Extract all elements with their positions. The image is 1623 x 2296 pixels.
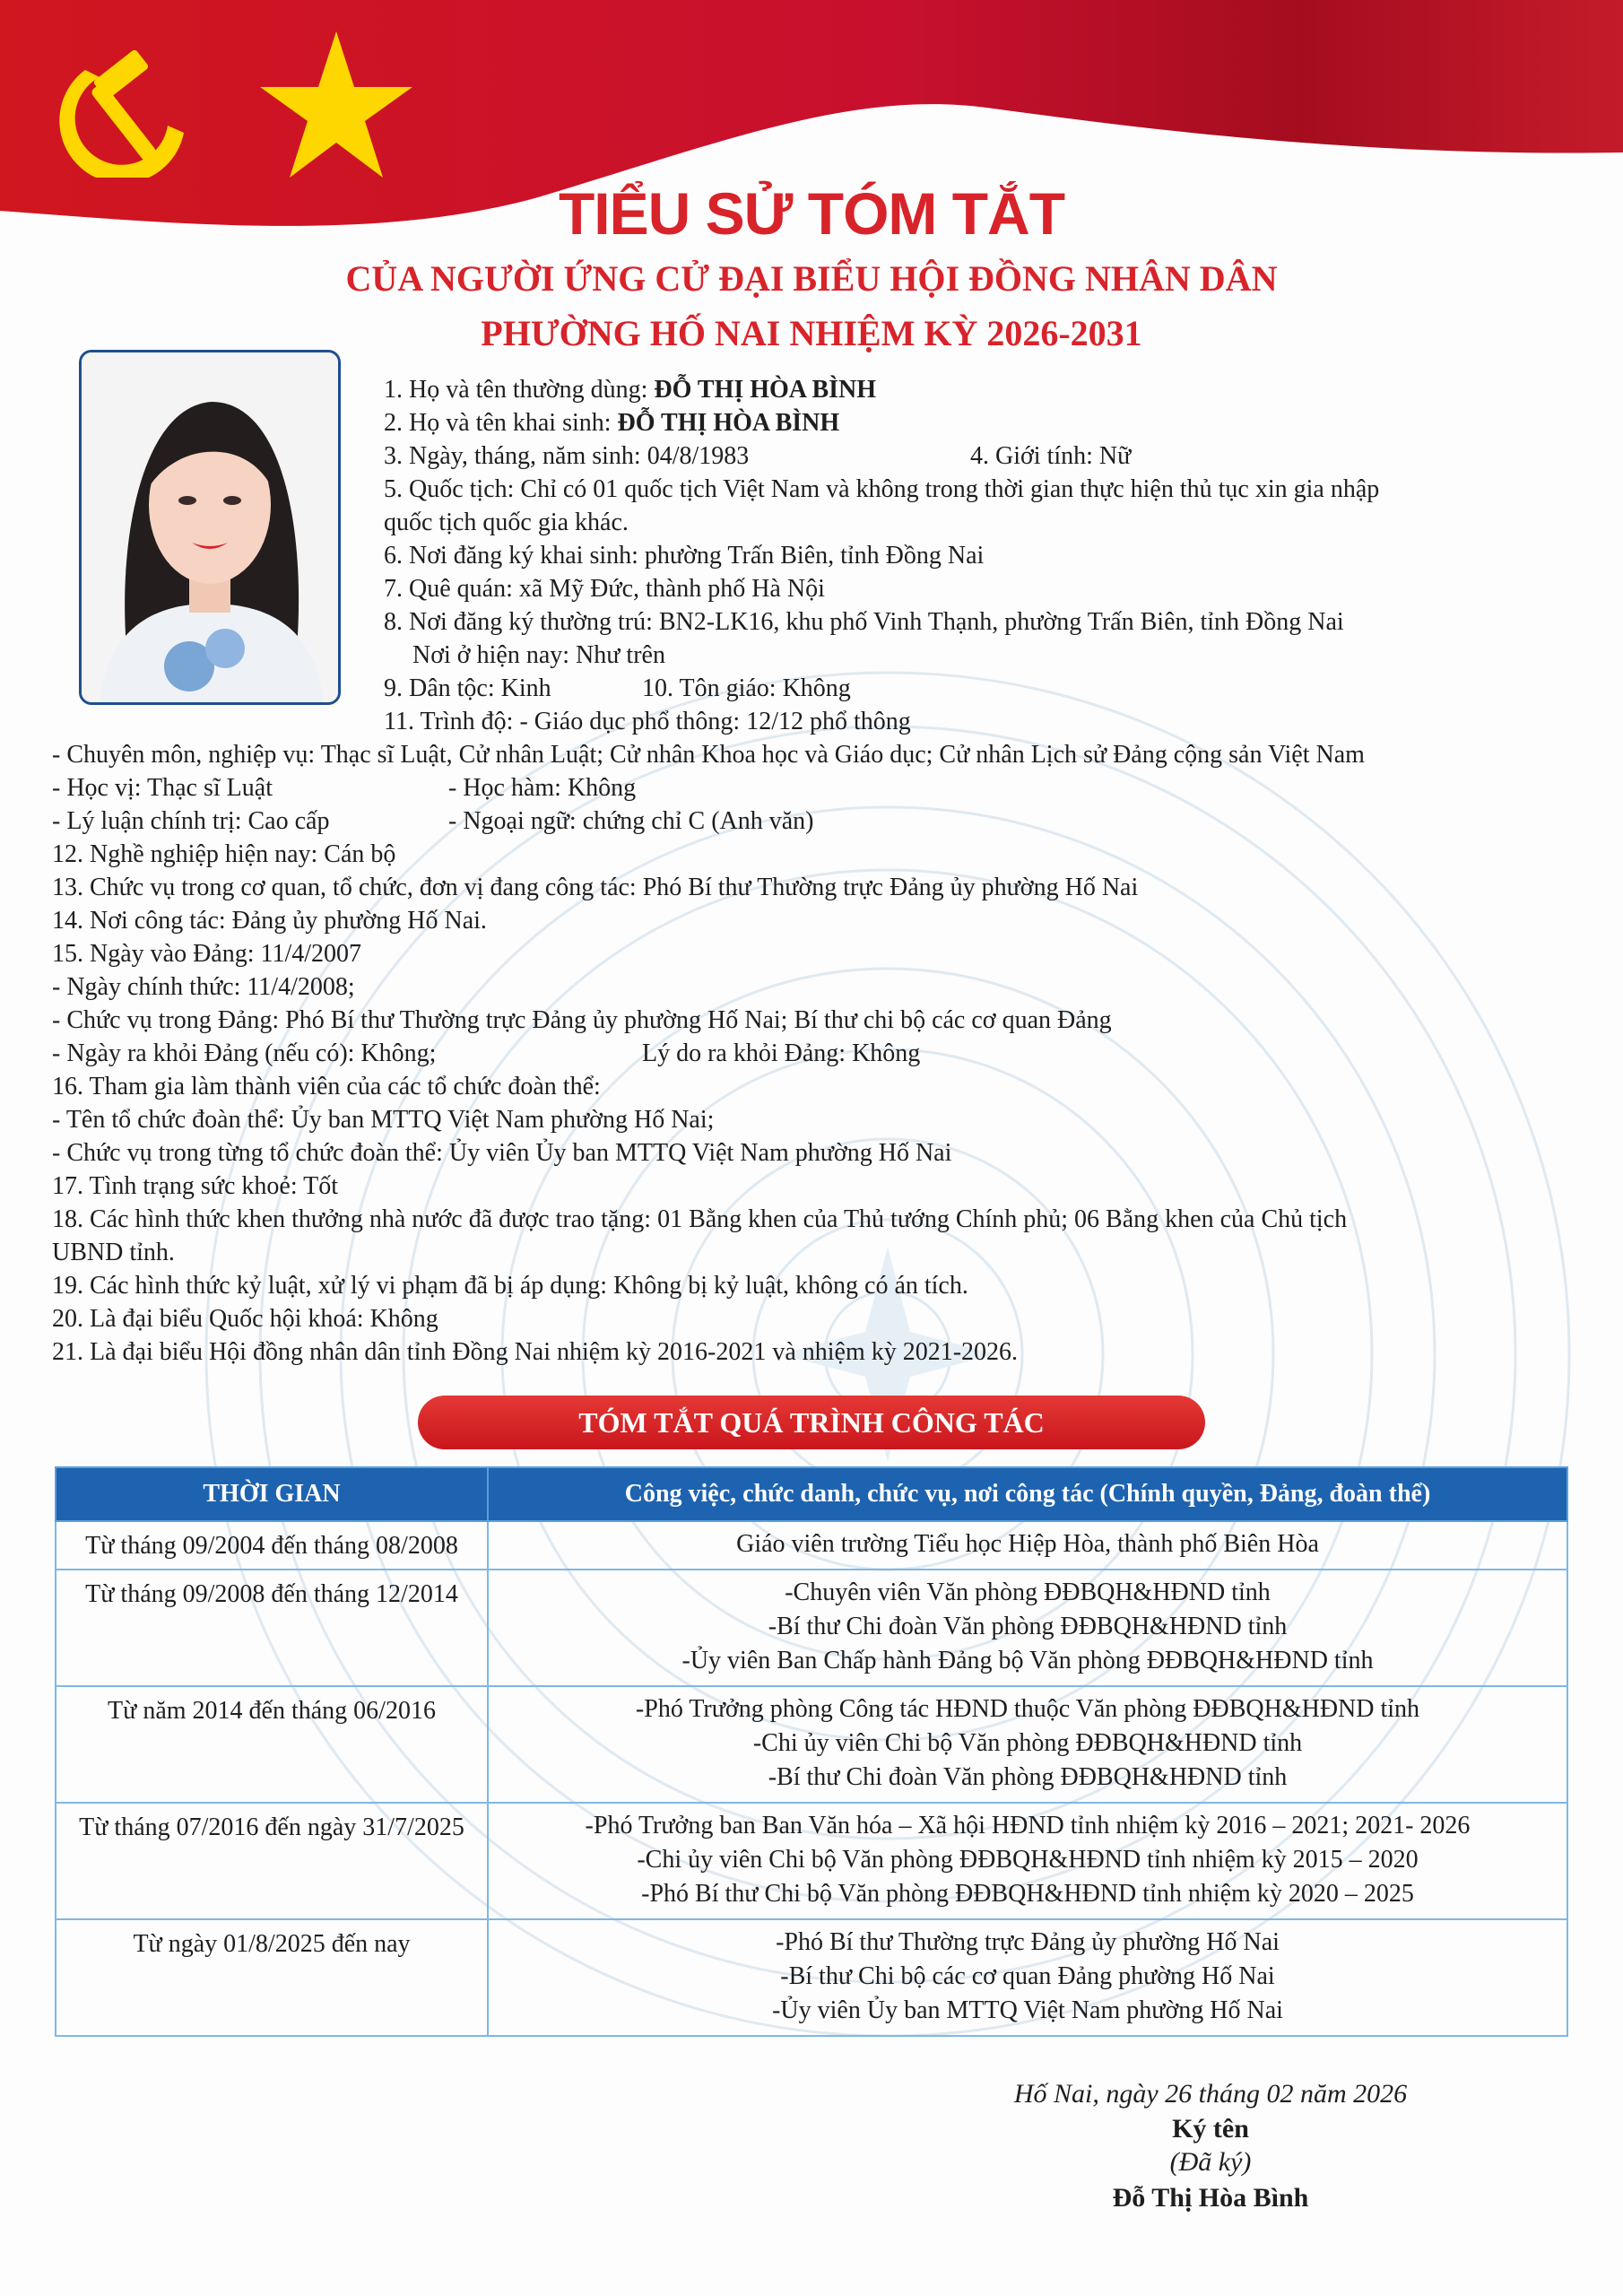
bio-line-8b: Nơi ở hiện nay: Như trên (412, 641, 665, 669)
bio-line-13: 13. Chức vụ trong cơ quan, tổ chức, đơn vị đang công tác: Phó Bí thư Thường trực Đảng ủy phường Hố Nai (52, 874, 1139, 901)
bio-line-11d: - Lý luận chính trị: Cao cấp (52, 807, 330, 835)
work-line: -Ủy viên Ủy ban MTTQ Việt Nam phường Hố Nai (772, 1996, 1283, 2024)
row-work (488, 1919, 1567, 2036)
signer-name: Đỗ Thị Hòa Bình (1112, 2183, 1309, 2213)
work-line: Giáo viên trường Tiểu học Hiệp Hòa, thành phố Biên Hòa (736, 1530, 1319, 1558)
table-row (56, 1803, 1567, 1919)
bio-line-1: 1. Họ và tên thường dùng: ĐỖ THỊ HÒA BÌNH (384, 376, 877, 404)
page-subtitle-1: CỦA NGƯỜI ỨNG CỬ ĐẠI BIỂU HỘI ĐỒNG NHÂN DÂN (345, 258, 1278, 299)
bio-line-11b: - Học vị: Thạc sĩ Luật (52, 774, 273, 802)
row-time: Từ tháng 09/2004 đến tháng 08/2008 (56, 1521, 488, 1570)
signature-place-date: Hố Nai, ngày 26 tháng 02 năm 2026 (1013, 2079, 1408, 2109)
bio-line-15d: Lý do ra khỏi Đảng: Không (642, 1039, 921, 1067)
bio-line-11: 11. Trình độ: - Giáo dục phổ thông: 12/12 phổ thông (384, 708, 911, 735)
table-row (56, 1686, 1567, 1803)
work-line: -Phó Trưởng phòng Công tác HĐND thuộc Văn phòng ĐĐBQH&HĐND tỉnh (635, 1695, 1420, 1723)
hammer-sickle-icon (49, 34, 202, 178)
row-time: Từ tháng 09/2008 đến tháng 12/2014 (56, 1570, 488, 1686)
work-line: -Chuyên viên Văn phòng ĐĐBQH&HĐND tỉnh (785, 1578, 1271, 1606)
table-row (56, 1521, 1567, 1570)
signature-status: (Đã ký) (1169, 2147, 1252, 2177)
bio-line-5b: quốc tịch quốc gia khác. (384, 509, 629, 536)
row-work (488, 1570, 1567, 1686)
bio-line-3: 3. Ngày, tháng, năm sinh: 04/8/1983 (384, 442, 750, 470)
work-line: -Phó Bí thư Thường trực Đảng ủy phường Hố Nai (776, 1928, 1280, 1956)
row-time: Từ ngày 01/8/2025 đến nay (56, 1919, 488, 2036)
bio-line-21: 21. Là đại biểu Hội đồng nhân dân tỉnh Đồng Nai nhiệm kỳ 2016-2021 và nhiệm kỳ 2021-2026. (52, 1338, 1019, 1366)
page-title: TIỂU SỬ TÓM TẮT (558, 180, 1065, 247)
table-row (56, 1570, 1567, 1686)
row-work (488, 1686, 1567, 1803)
col-header-time: THỜI GIAN (56, 1467, 488, 1521)
work-line: -Ủy viên Ban Chấp hành Đảng bộ Văn phòng ĐĐBQH&HĐND tỉnh (681, 1647, 1374, 1674)
table-row (56, 1919, 1567, 2036)
row-time: Từ năm 2014 đến tháng 06/2016 (56, 1686, 488, 1803)
star-icon (260, 31, 412, 179)
bio-line-8: 8. Nơi đăng ký thường trú: BN2-LK16, khu phố Vinh Thạnh, phường Trấn Biên, tỉnh Đồng Nai (384, 608, 1344, 636)
bio-line-4: 4. Giới tính: Nữ (970, 442, 1132, 470)
bio-line-17: 17. Tình trạng sức khoẻ: Tốt (52, 1172, 338, 1200)
bio-line-16: 16. Tham gia làm thành viên của các tổ chức đoàn thể: (52, 1073, 601, 1100)
career-table (55, 1466, 1568, 2037)
bio-line-11c: - Học hàm: Không (448, 774, 637, 802)
row-work (488, 1803, 1567, 1919)
work-line: -Chi ủy viên Chi bộ Văn phòng ĐĐBQH&HĐND tỉnh nhiệm kỳ 2015 – 2020 (637, 1846, 1419, 1874)
bio-line-7: 7. Quê quán: xã Mỹ Đức, thành phố Hà Nội (384, 575, 825, 603)
bio-line-18b: UBND tỉnh. (52, 1239, 175, 1266)
bio-line-18a: 18. Các hình thức khen thưởng nhà nước đã được trao tặng: 01 Bằng khen của Thủ tướng Chính phủ; 06 Bằng khen của Chủ tịch (52, 1205, 1348, 1233)
career-section-title: TÓM TẮT QUÁ TRÌNH CÔNG TÁC (418, 1396, 1205, 1449)
page-subtitle-2: PHƯỜNG HỐ NAI NHIỆM KỲ 2026-2031 (481, 313, 1142, 353)
bio-line-15b: - Chức vụ trong Đảng: Phó Bí thư Thường trực Đảng ủy phường Hố Nai; Bí thư chi bộ các cơ quan Đảng (52, 1006, 1112, 1034)
bio-line-10: 10. Tôn giáo: Không (642, 674, 851, 702)
work-line: -Bí thư Chi đoàn Văn phòng ĐĐBQH&HĐND tỉnh (768, 1613, 1288, 1640)
career-table-header (56, 1467, 1567, 1521)
bio-line-14: 14. Nơi công tác: Đảng ủy phường Hố Nai. (52, 907, 487, 935)
bio-line-6: 6. Nơi đăng ký khai sinh: phường Trấn Biên, tỉnh Đồng Nai (384, 542, 985, 570)
row-time: Từ tháng 07/2016 đến ngày 31/7/2025 (56, 1803, 488, 1919)
bio-line-15c: - Ngày ra khỏi Đảng (nếu có): Không; (52, 1039, 437, 1067)
work-line: -Phó Bí thư Chi bộ Văn phòng ĐĐBQH&HĐND tỉnh nhiệm kỳ 2020 – 2025 (641, 1880, 1414, 1908)
work-line: -Bí thư Chi đoàn Văn phòng ĐĐBQH&HĐND tỉnh (768, 1763, 1288, 1791)
common-name: ĐỖ THỊ HÒA BÌNH (654, 376, 877, 404)
bio-line-11a: - Chuyên môn, nghiệp vụ: Thạc sĩ Luật, Cử nhân Luật; Cử nhân Khoa học và Giáo dục; Cử nhân Lịch sử Đảng cộng sản Việt Nam (52, 741, 1365, 769)
bio-line-9: 9. Dân tộc: Kinh (384, 674, 551, 702)
col-header-work: Công việc, chức danh, chức vụ, nơi công tác (Chính quyền, Đảng, đoàn thể) (488, 1467, 1567, 1521)
bio-line-12: 12. Nghề nghiệp hiện nay: Cán bộ (52, 840, 396, 868)
bio-line-19: 19. Các hình thức kỷ luật, xử lý vi phạm đã bị áp dụng: Không bị kỷ luật, không có án tích. (52, 1272, 968, 1300)
work-line: -Phó Trưởng ban Ban Văn hóa – Xã hội HĐND tỉnh nhiệm kỳ 2016 – 2021; 2021- 2026 (585, 1812, 1471, 1839)
work-line: -Bí thư Chi bộ các cơ quan Đảng phường Hố Nai (780, 1962, 1275, 1990)
bio-line-16a: - Tên tổ chức đoàn thể: Ủy ban MTTQ Việt Nam phường Hố Nai; (52, 1106, 715, 1134)
work-line: -Chi ủy viên Chi bộ Văn phòng ĐĐBQH&HĐND tỉnh (752, 1729, 1303, 1757)
bio-line-20: 20. Là đại biểu Quốc hội khoá: Không (52, 1305, 438, 1333)
bio-line-15: 15. Ngày vào Đảng: 11/4/2007 (52, 940, 362, 968)
bio-line-2: 2. Họ và tên khai sinh: ĐỖ THỊ HÒA BÌNH (384, 409, 840, 437)
bio-line-16b: - Chức vụ trong từng tổ chức đoàn thể: Ủy viên Ủy ban MTTQ Việt Nam phường Hố Nai (52, 1139, 952, 1167)
row-work (488, 1521, 1567, 1570)
bio-line-15a: - Ngày chính thức: 11/4/2008; (52, 973, 355, 1001)
bio-line-11e: - Ngoại ngữ: chứng chỉ C (Anh văn) (448, 807, 814, 835)
signature-label: Ký tên (1172, 2114, 1249, 2144)
portrait-photo (79, 350, 341, 705)
bio-line-5a: 5. Quốc tịch: Chỉ có 01 quốc tịch Việt Nam và không trong thời gian thực hiện thủ tục xin gia nhập (384, 475, 1380, 503)
birth-name: ĐỖ THỊ HÒA BÌNH (617, 409, 840, 437)
